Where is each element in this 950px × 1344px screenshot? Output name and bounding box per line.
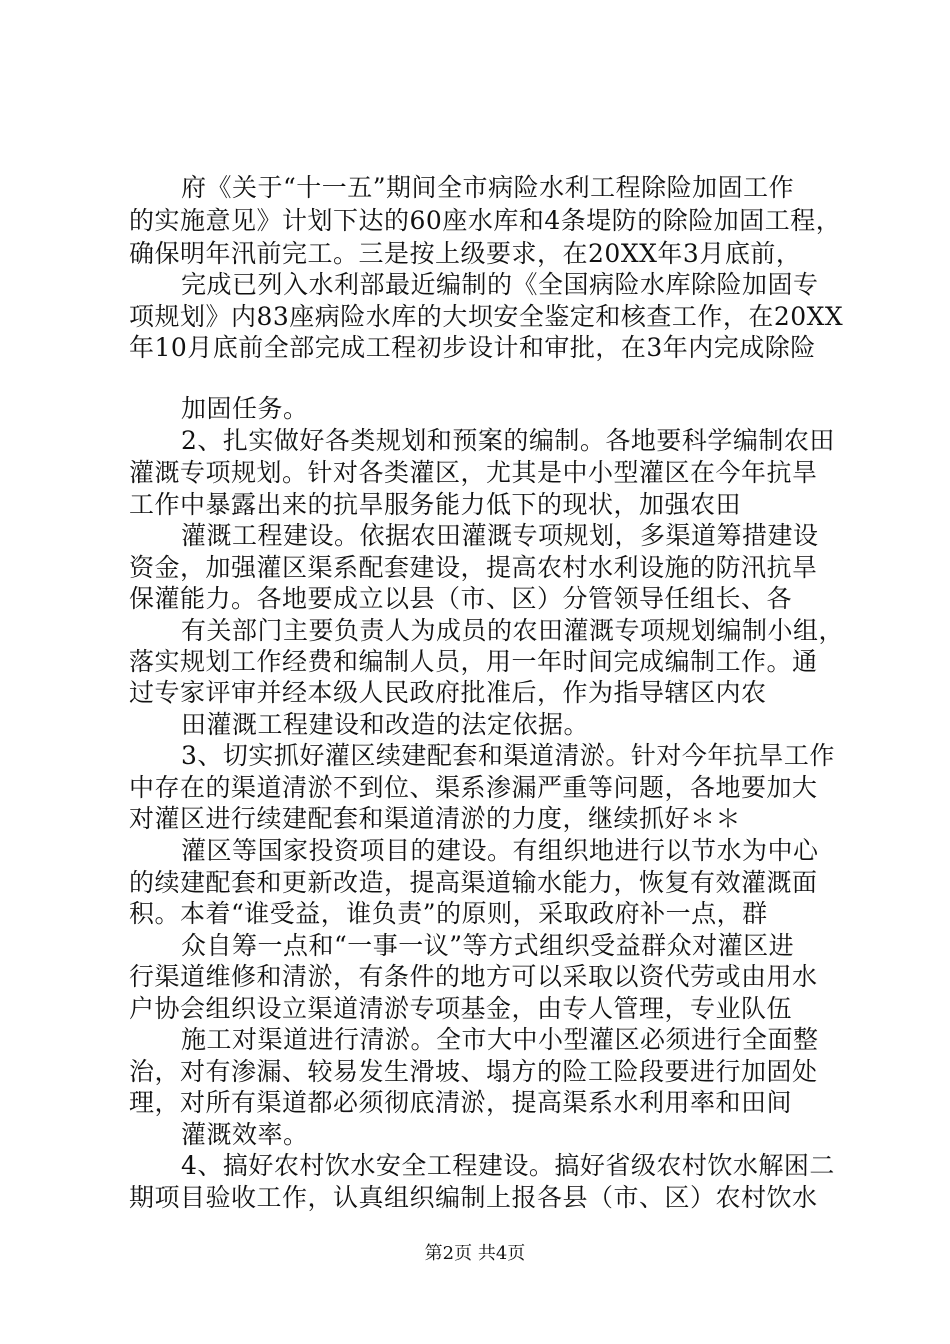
- text-line: 对灌区进行续建配套和渠道清淤的力度，继续抓好＊＊: [129, 804, 742, 833]
- text-line: 府《关于“十一五”期间全市病险水利工程除险加固工作: [181, 173, 795, 202]
- text-line: 灌区等国家投资项目的建设。有组织地进行以节水为中心: [181, 836, 819, 865]
- text-line: 工作中暴露出来的抗旱服务能力低下的现状，加强农田: [129, 490, 742, 519]
- text-line: 确保明年汛前完工。三是按上级要求，在20XX年3月底前，: [129, 239, 802, 268]
- text-line: 3、切实抓好灌区续建配套和渠道清淤。针对今年抗旱工作: [181, 741, 835, 770]
- text-line: 田灌溉工程建设和改造的法定依据。: [181, 710, 590, 739]
- text-line: 落实规划工作经费和编制人员，用一年时间完成编制工作。通: [129, 647, 818, 676]
- page-footer: 第2页 共4页: [424, 1243, 526, 1264]
- text-line: 户协会组织设立渠道清淤专项基金，由专人管理，专业队伍: [129, 994, 793, 1023]
- text-line: 理，对所有渠道都必须彻底清淤，提高渠系水利用率和田间: [129, 1088, 793, 1117]
- text-line: 灌溉专项规划。针对各类灌区，尤其是中小型灌区在今年抗旱: [129, 458, 818, 487]
- text-line: 灌溉效率。: [181, 1120, 309, 1149]
- text-line: 加固任务。: [181, 394, 309, 423]
- text-line: 有关部门主要负责人为成员的农田灌溉专项规划编制小组，: [181, 616, 845, 645]
- text-line: 项规划》内83座病险水库的大坝安全鉴定和核查工作，在20XX: [129, 302, 844, 331]
- text-line: 保灌能力。各地要成立以县（市、区）分管领导任组长、各: [129, 584, 793, 613]
- text-line: 年10月底前全部完成工程初步设计和审批，在3年内完成除险: [129, 333, 816, 362]
- text-line: 资金，加强灌区渠系配套建设，提高农村水利设施的防汛抗旱: [129, 553, 818, 582]
- text-line: 积。本着“谁受益，谁负责”的原则，采取政府补一点，群: [129, 899, 768, 928]
- text-line: 2、扎实做好各类规划和预案的编制。各地要科学编制农田: [181, 426, 835, 455]
- text-line: 4、搞好农村饮水安全工程建设。搞好省级农村饮水解困二: [181, 1151, 835, 1180]
- text-line: 期项目验收工作，认真组织编制上报各县（市、区）农村饮水: [129, 1183, 818, 1212]
- text-line: 行渠道维修和清淤，有条件的地方可以采取以资代劳或由用水: [129, 962, 818, 991]
- text-line: 众自筹一点和“一事一议”等方式组织受益群众对灌区进: [181, 931, 795, 960]
- text-line: 完成已列入水利部最近编制的《全国病险水库除险加固专: [181, 270, 819, 299]
- text-line: 的实施意见》计划下达的60座水库和4条堤防的除险加固工程，: [129, 206, 842, 235]
- text-line: 中存在的渠道清淤不到位、渠系渗漏严重等问题，各地要加大: [129, 773, 818, 802]
- text-line: 灌溉工程建设。依据农田灌溉专项规划，多渠道筹措建设: [181, 521, 819, 550]
- text-line: 的续建配套和更新改造，提高渠道输水能力，恢复有效灌溉面: [129, 868, 818, 897]
- text-line: 过专家评审并经本级人民政府批准后，作为指导辖区内农: [129, 678, 767, 707]
- text-line: 施工对渠道进行清淤。全市大中小型灌区必须进行全面整: [181, 1025, 819, 1054]
- text-line: 治，对有渗漏、较易发生滑坡、塌方的险工险段要进行加固处: [129, 1057, 818, 1086]
